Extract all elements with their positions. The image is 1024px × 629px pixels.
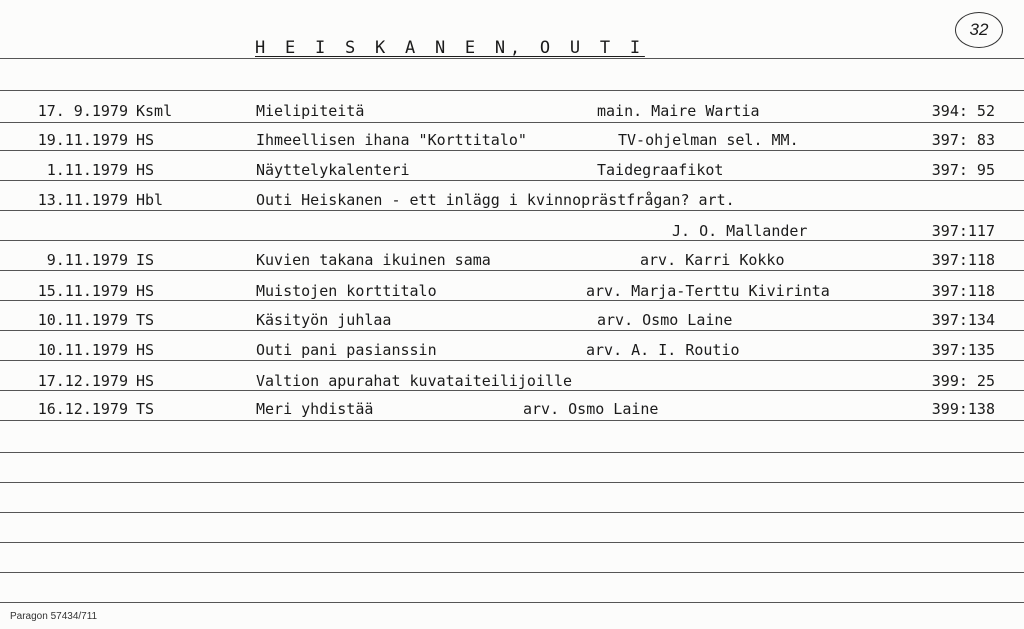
entry-date: 17. 9.1979 (37, 102, 128, 120)
entry-title: Valtion apurahat kuvataiteilijoille (256, 372, 573, 390)
entry-ref: 399:138 (931, 400, 995, 418)
entry-author: main. Maire Wartia (597, 102, 760, 120)
ruled-line (0, 330, 1024, 331)
entry-title: Meri yhdistää (256, 400, 374, 418)
entry-date: 10.11.1979 (37, 311, 128, 329)
entry-source: HS (136, 131, 155, 149)
ruled-line (0, 390, 1024, 391)
entry-author: J. O. Mallander (672, 222, 808, 240)
ruled-line (0, 300, 1024, 301)
entry-source: TS (136, 311, 155, 329)
card-heading: H E I S K A N E N, O U T I (255, 38, 645, 58)
entry-date: 19.11.1979 (37, 131, 128, 149)
entry-source: HS (136, 372, 155, 390)
entry-ref: 397:118 (931, 282, 995, 300)
entry-author: arv. Marja-Terttu Kivirinta (586, 282, 830, 300)
entry-title: Käsityön juhlaa (256, 311, 392, 329)
entry-date: 16.12.1979 (37, 400, 128, 418)
ruled-line (0, 512, 1024, 513)
entry-ref: 397:134 (931, 311, 995, 329)
ruled-line (0, 122, 1024, 123)
entry-date: 9.11.1979 (46, 251, 128, 269)
entry-ref: 394: 52 (931, 102, 995, 120)
entry-author: Taidegraafikot (597, 161, 724, 179)
entry-author: arv. A. I. Routio (586, 341, 740, 359)
ruled-line (0, 360, 1024, 361)
ruled-line (0, 270, 1024, 271)
entry-ref: 397: 83 (931, 131, 995, 149)
entry-date: 1.11.1979 (46, 161, 128, 179)
entry-source: Ksml (136, 102, 173, 120)
entry-ref: 397:117 (931, 222, 995, 240)
card-number-circle: 32 (955, 12, 1003, 48)
entry-ref: 397: 95 (931, 161, 995, 179)
entry-date: 15.11.1979 (37, 282, 128, 300)
entry-title: Muistojen korttitalo (256, 282, 437, 300)
entry-title: Outi pani pasianssin (256, 341, 437, 359)
printer-imprint: Paragon 57434/711 (10, 611, 98, 622)
ruled-line (0, 180, 1024, 181)
entry-title: Ihmeellisen ihana "Korttitalo" (256, 131, 527, 149)
ruled-line (0, 602, 1024, 603)
entry-title: Näyttelykalenteri (256, 161, 410, 179)
ruled-line (0, 58, 1024, 59)
entry-author: TV-ohjelman sel. MM. (618, 131, 799, 149)
ruled-line (0, 572, 1024, 573)
ruled-line (0, 240, 1024, 241)
ruled-line (0, 482, 1024, 483)
entry-source: HS (136, 161, 155, 179)
entry-date: 10.11.1979 (37, 341, 128, 359)
entry-title: Outi Heiskanen - ett inlägg i kvinnoprästfrågan? art. (256, 191, 735, 209)
entry-date: 13.11.1979 (37, 191, 128, 209)
entry-author: arv. Osmo Laine (523, 400, 659, 418)
ruled-line (0, 150, 1024, 151)
entry-ref: 397:118 (931, 251, 995, 269)
entry-source: HS (136, 341, 155, 359)
entry-title: Mielipiteitä (256, 102, 365, 120)
entry-ref: 397:135 (931, 341, 995, 359)
entry-author: arv. Karri Kokko (640, 251, 785, 269)
entry-source: Hbl (136, 191, 164, 209)
ruled-line (0, 542, 1024, 543)
entry-title: Kuvien takana ikuinen sama (256, 251, 491, 269)
entry-date: 17.12.1979 (37, 372, 128, 390)
entry-source: TS (136, 400, 155, 418)
entry-author: arv. Osmo Laine (597, 311, 733, 329)
ruled-line (0, 90, 1024, 91)
ruled-line (0, 452, 1024, 453)
entry-ref: 399: 25 (931, 372, 995, 390)
ruled-line (0, 420, 1024, 421)
entry-source: HS (136, 282, 155, 300)
ruled-line (0, 210, 1024, 211)
entry-source: IS (136, 251, 155, 269)
